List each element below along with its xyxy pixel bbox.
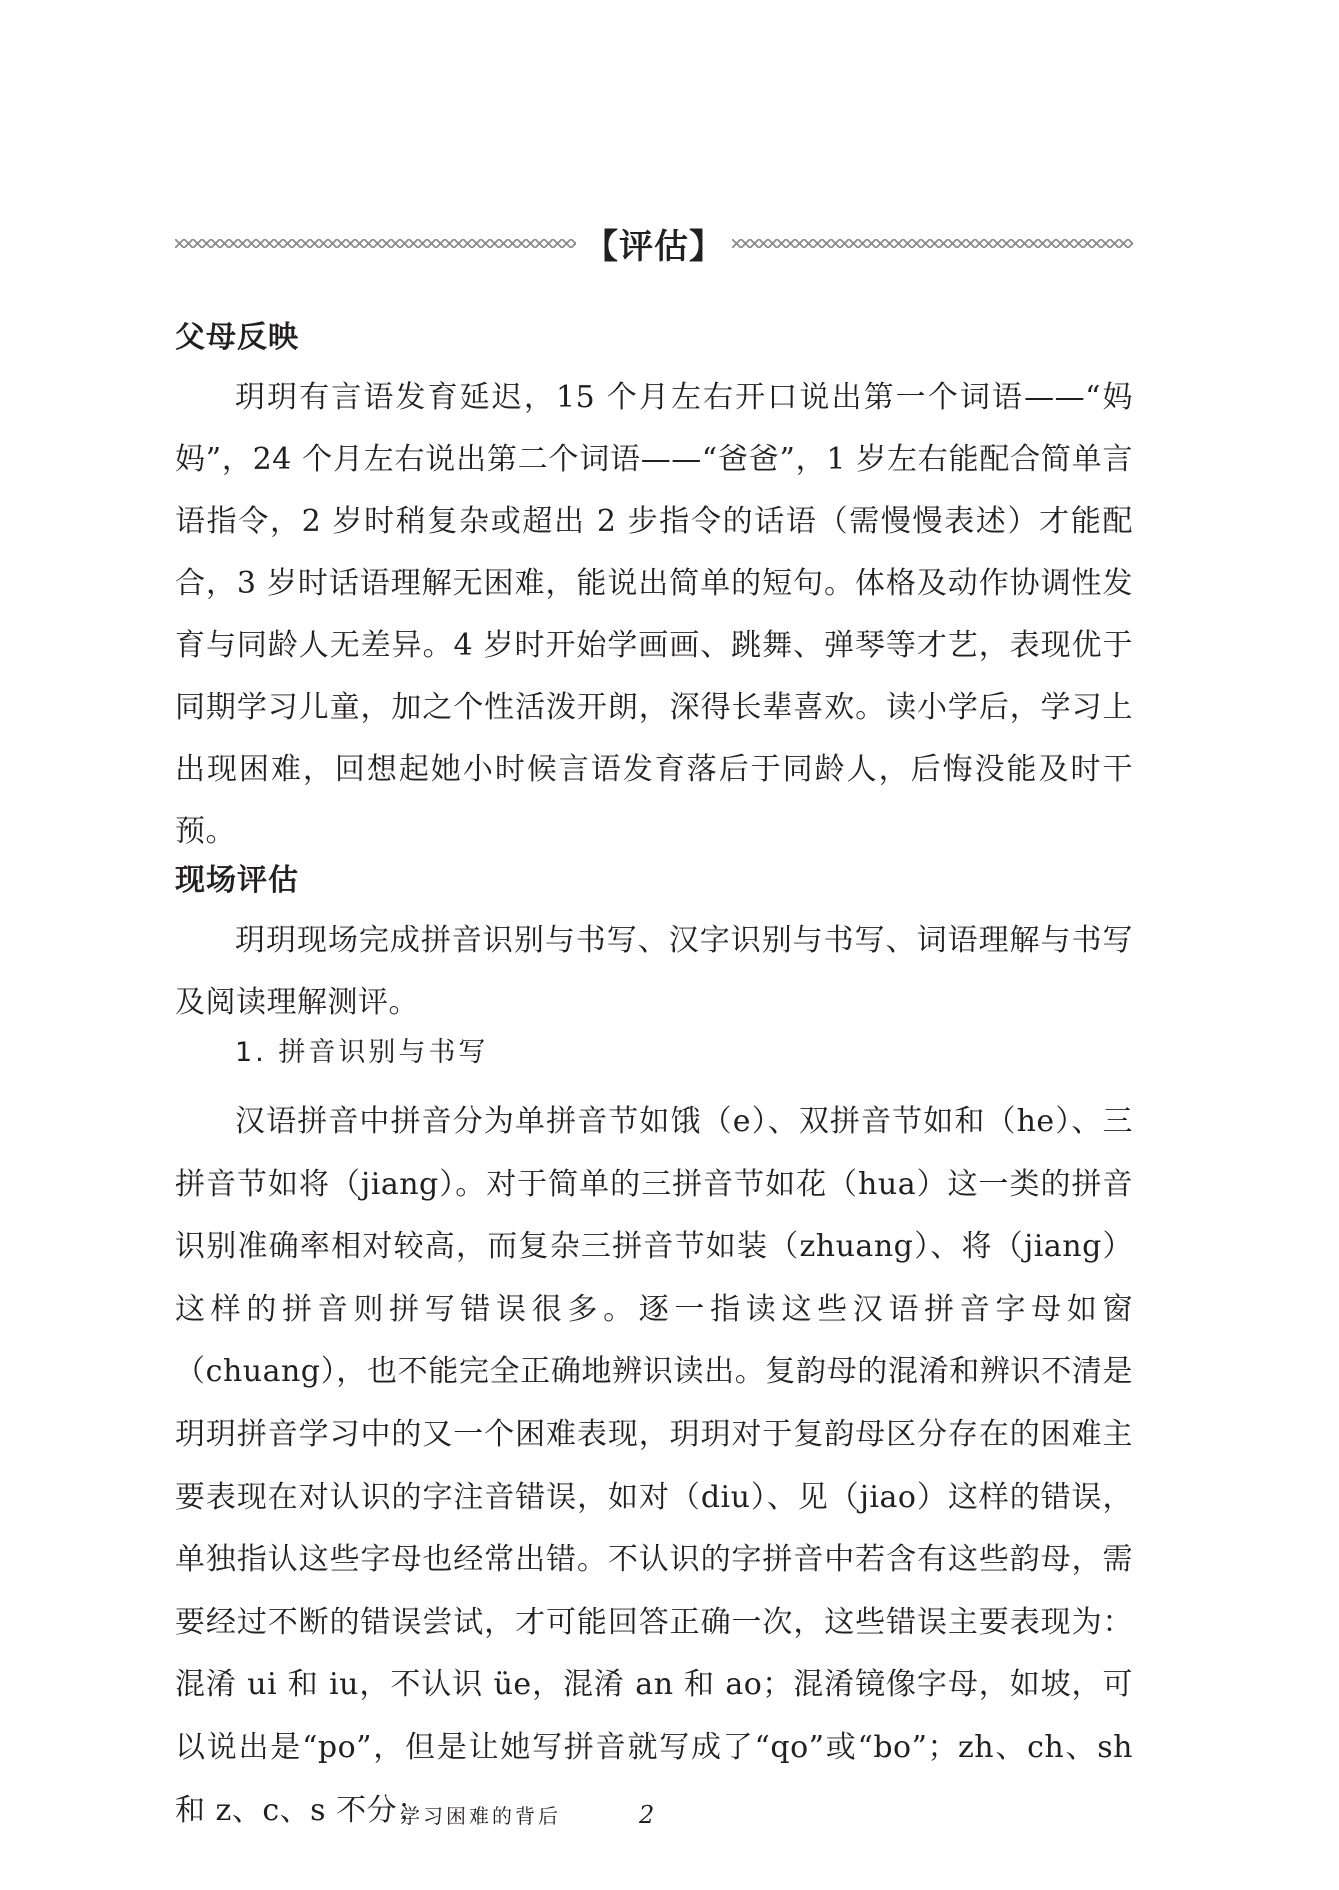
decorative-rule-right [732,239,1133,248]
onsite-assessment-heading: 现场评估 [175,863,299,898]
section-header [175,218,1133,268]
footer-book-title: 学习困难的背后 [400,1804,561,1828]
pinyin-section-paragraph: 汉语拼音中拼音分为单拼音节如饿（e）、双拼音节如和（he）、三拼音节如将（jiang）。对于简单的三拼音节如花（hua）这一类的拼音识别准确率相对较高，而复杂三拼音节如装（zhuang）、将（jiang）这样的拼音则拼写错误很多。逐一指读这些汉语拼音字母如窗（chuang），也不能完全正确地辨识读出。复韵母的混淆和辨识不清是玥玥拼音学习中的又一个困难表现，玥玥对于复韵母区分存在的困难主要表现在对认识的字注音错误，如对（diu）、见（jiao）这样的错误，单独指认这些字母也经常出错。不认识的字拼音中若含有这些韵母，需要经过不断的错误尝试，才可能回答正确一次，这些错误主要表现为：混淆 ui 和 iu，不认识 üe，混淆 an 和 ao；混淆镜像字母，如坡，可以说出是“po”，但是让她写拼音就写成了“qo”或“bo”；zh、ch、sh 和 z、c、s 不分； [175,1104,1133,1828]
page-footer [400,1800,654,1829]
parent-report-heading: 父母反映 [175,320,299,355]
decorative-rule-left [175,239,576,248]
section-title: 【评估】 [584,226,724,267]
pinyin-section-heading: 1. 拼音识别与书写 [235,1037,489,1068]
page-number: 2 [639,1801,655,1829]
parent-report-paragraph: 玥玥有言语发育延迟，15 个月左右开口说出第一个词语——“妈妈”，24 个月左右说出第二个词语——“爸爸”，1 岁左右能配合简单言语指令，2 岁时稍复杂或超出 2 步指令的话语（需慢慢表述）才能配合，3 岁时话语理解无困难，能说出简单的短句。体格及动作协调性发育与同龄人无差异。4 岁时开始学画画、跳舞、弹琴等才艺，表现优于同期学习儿童，加之个性活泼开朗，深得长辈喜欢。读小学后，学习上出现困难，回想起她小时候言语发育落后于同龄人，后悔没能及时干预。 [175,380,1133,849]
onsite-assessment-intro: 玥玥现场完成拼音识别与书写、汉字识别与书写、词语理解与书写及阅读理解测评。 [175,923,1133,1020]
